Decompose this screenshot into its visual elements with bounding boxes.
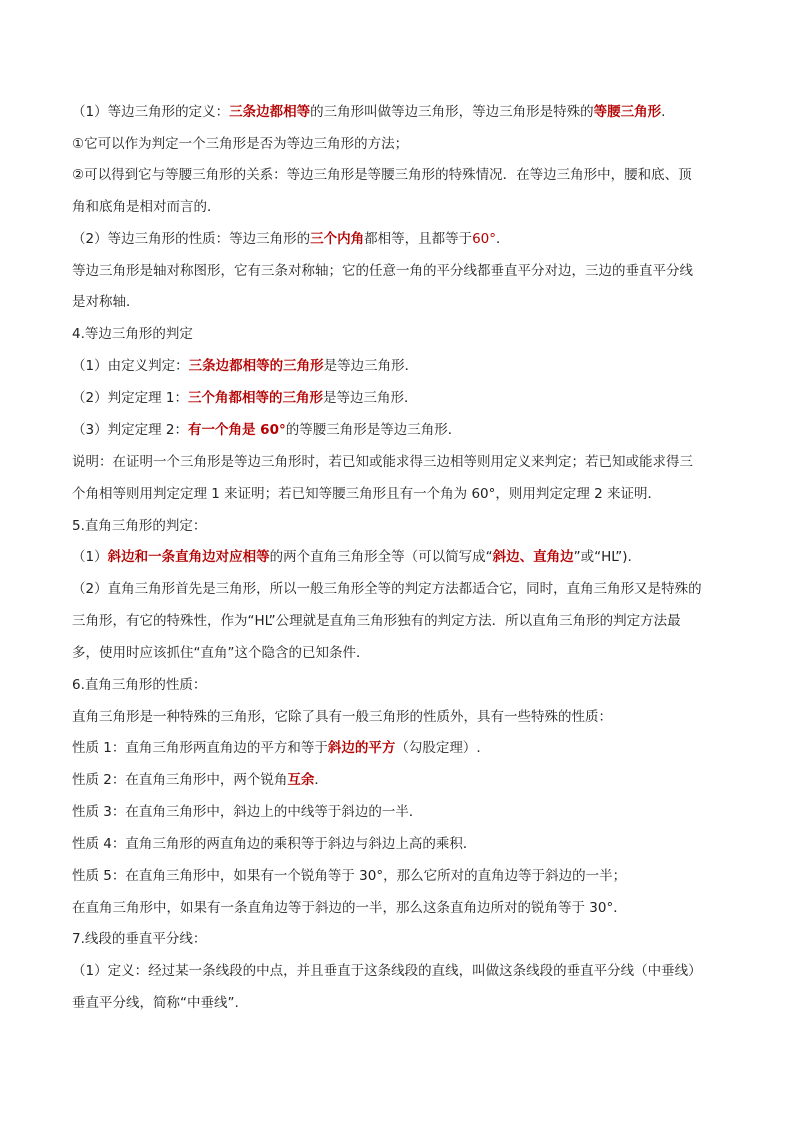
highlighted-term: 互余 [287,772,315,788]
paragraph-line: ①它可以作为判定一个三角形是否为等边三角形的方法； [72,136,409,152]
paragraph-line: 个角相等则用判定定理 1 来证明；若已知等腰三角形且有一个角为 60°，则用判定定理 2 来证明． [72,486,662,502]
section-heading: 5.直角三角形的判定： [72,518,207,534]
paragraph-line: （1）由定义判定：三条边都相等的三角形是等边三角形． [72,358,419,374]
paragraph-line: 说明：在证明一个三角形是等边三角形时，若已知或能求得三边相等则用定义来判定；若已知或能求得三 [72,454,693,470]
paragraph-line: 在直角三角形中，如果有一条直角边等于斜边的一半，那么这条直角边所对的锐角等于 30°． [72,900,627,916]
paragraph-line: 性质 3：在直角三角形中，斜边上的中线等于斜边的一半． [72,804,423,820]
highlighted-term: 等腰三角形 [593,104,662,120]
paragraph-line: （1）定义：经过某一条线段的中点，并且垂直于这条线段的直线，叫做这条线段的垂直平分线（中垂线） [72,963,702,979]
paragraph-line: （2）等边三角形的性质：等边三角形的三个内角都相等，且都等于60°． [72,231,510,247]
paragraph-line: 性质 1：直角三角形两直角边的平方和等于斜边的平方（勾股定理）. [72,740,481,756]
paragraph-line: （1）等边三角形的定义：三条边都相等的三角形叫做等边三角形，等边三角形是特殊的等腰三角形. [72,104,666,120]
highlighted-term: 三个角都相等的三角形 [187,390,323,406]
highlighted-term: 三条边都相等的三角形 [188,358,324,374]
highlighted-term: 斜边的平方 [327,740,396,756]
section-heading: 6.直角三角形的性质： [72,677,207,693]
section-heading: 7.线段的垂直平分线： [72,931,207,947]
paragraph-line: 是对称轴． [72,294,140,310]
paragraph-line: 直角三角形是一种特殊的三角形，它除了具有一般三角形的性质外，具有一些特殊的性质： [72,709,612,725]
paragraph-line: （3）判定定理 2：有一个角是 60°的等腰三角形是等边三角形． [72,422,462,438]
paragraph-line: ②可以得到它与等腰三角形的关系：等边三角形是等腰三角形的特殊情况．在等边三角形中，腰和底、顶 [72,167,692,183]
highlighted-term: 三个内角 [310,231,365,247]
paragraph-line: 垂直平分线，简称“中垂线”. [72,995,239,1011]
paragraph-line: 角和底角是相对而言的． [72,199,221,215]
paragraph-line: （2）判定定理 1：三个角都相等的三角形是等边三角形． [72,390,418,406]
highlighted-term: 三条边都相等 [229,104,311,120]
highlighted-term: 有一个角是 60° [187,422,286,438]
paragraph-line: 三角形，有它的特殊性，作为“HL”公理就是直角三角形独有的判定方法．所以直角三角形的判定方法最 [72,613,681,629]
paragraph-line: （1）斜边和一条直角边对应相等的两个直角三角形全等（可以简写成“斜边、直角边”或“HL”). [72,549,632,565]
highlighted-term: 斜边和一条直角边对应相等 [107,549,270,565]
paragraph-line: 性质 4：直角三角形的两直角边的乘积等于斜边与斜边上高的乘积． [72,836,477,852]
paragraph-line: 性质 5：在直角三角形中，如果有一个锐角等于 30°，那么它所对的直角边等于斜边的一半； [72,868,627,884]
highlighted-term: 斜边、直角边 [492,549,574,565]
section-heading: 4.等边三角形的判定 [72,326,193,342]
highlighted-term: 60° [472,231,497,247]
paragraph-line: 性质 2：在直角三角形中，两个锐角互余． [72,772,328,788]
paragraph-line: 多，使用时应该抓住“直角”这个隐含的已知条件． [72,645,370,661]
paragraph-line: 等边三角形是轴对称图形，它有三条对称轴；它的任意一角的平分线都垂直平分对边，三边的垂直平分线 [72,263,693,279]
paragraph-line: （2）直角三角形首先是三角形，所以一般三角形全等的判定方法都适合它，同时，直角三角形又是特殊的 [72,581,702,597]
